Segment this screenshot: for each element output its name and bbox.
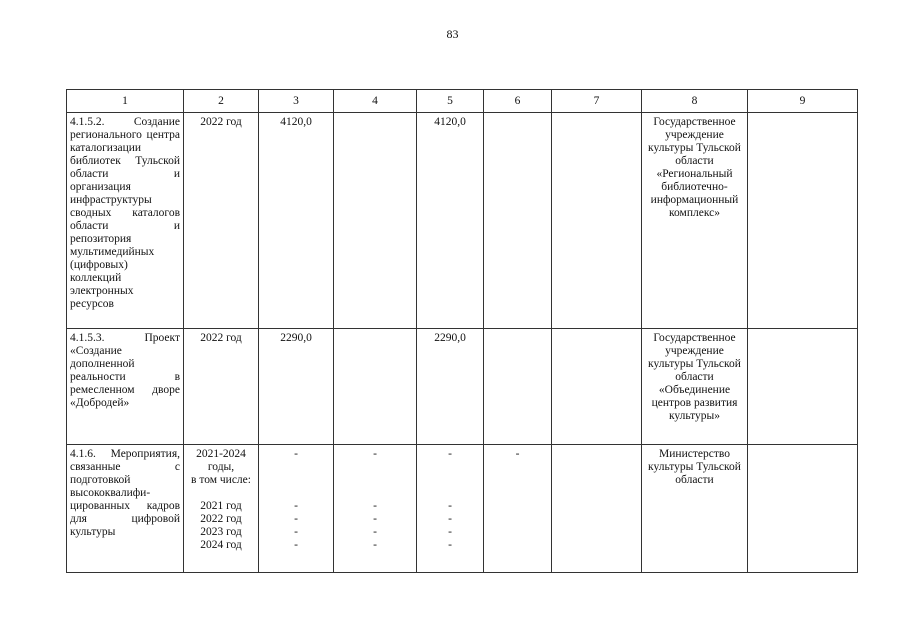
amount-total: 4120,0	[259, 113, 334, 329]
dash-value: -	[373, 513, 377, 525]
header-cell: 2	[184, 90, 259, 113]
amount-regional: 2290,0	[417, 329, 484, 445]
amount-federal	[334, 445, 417, 573]
activity-name: 4.1.6. Мероприятия, связанные с подготовкой высококвалифи-цированных кадров для цифровой культуры	[67, 445, 184, 573]
result-cell	[748, 329, 858, 445]
period-cell	[184, 445, 259, 573]
dash-value: -	[294, 539, 298, 551]
executor-cell: Государственное учреждение культуры Тульской области «Региональный библиотечно-информационный комплекс»	[642, 113, 748, 329]
year-label: 2023 год	[200, 526, 242, 538]
amount-other	[552, 329, 642, 445]
dash-value: -	[294, 500, 298, 512]
executor-cell: Государственное учреждение культуры Тульской области «Объединение центров развития культуры»	[642, 329, 748, 445]
activity-name: 4.1.5.3. Проект «Создание дополненной реальности в ремесленном дворе «Добродей»	[67, 329, 184, 445]
header-row	[67, 90, 858, 113]
period-header-line: годы,	[207, 461, 235, 473]
dash-value: -	[373, 539, 377, 551]
dash-value: -	[448, 500, 452, 512]
amount-total: 2290,0	[259, 329, 334, 445]
header-cell: 9	[748, 90, 858, 113]
dash-value: -	[515, 448, 520, 460]
dash-value: -	[373, 500, 377, 512]
amount-other	[552, 113, 642, 329]
header-cell: 7	[552, 90, 642, 113]
page-number: 83	[446, 27, 459, 41]
header-cell: 6	[484, 90, 552, 113]
table-row	[67, 113, 858, 329]
dash-value: -	[373, 448, 377, 460]
header-cell: 4	[334, 90, 417, 113]
result-cell	[748, 113, 858, 329]
year-label: 2024 год	[200, 539, 242, 551]
amount-total	[259, 445, 334, 573]
table-row	[67, 329, 858, 445]
amount-regional: 4120,0	[417, 113, 484, 329]
dash-value: -	[448, 448, 452, 460]
result-cell	[748, 445, 858, 573]
amount-local	[484, 445, 552, 573]
dash-value: -	[294, 513, 298, 525]
year-label: 2021 год	[200, 500, 242, 512]
period-cell: 2022 год	[184, 329, 259, 445]
dash-value: -	[373, 526, 377, 538]
amount-federal	[334, 113, 417, 329]
dash-value: -	[448, 526, 452, 538]
period-header-line: в том числе:	[191, 474, 251, 486]
table-row	[67, 445, 858, 573]
header-cell: 3	[259, 90, 334, 113]
amount-local	[484, 113, 552, 329]
header-cell: 1	[67, 90, 184, 113]
period-header-line: 2021-2024	[196, 448, 246, 460]
amount-regional	[417, 445, 484, 573]
year-label: 2022 год	[200, 513, 242, 525]
activity-name: 4.1.5.2. Создание регионального центра каталогизации библиотек Тульской области и организация инфраструктуры сводных каталогов области и репозитория мультимедийных (цифровых) коллекций электронных ресурсов	[67, 113, 184, 329]
period-cell: 2022 год	[184, 113, 259, 329]
dash-value: -	[448, 539, 452, 551]
dash-value: -	[448, 513, 452, 525]
executor-cell: Министерство культуры Тульской области	[642, 445, 748, 573]
amount-federal	[334, 329, 417, 445]
amount-local	[484, 329, 552, 445]
header-cell: 8	[642, 90, 748, 113]
dash-value: -	[294, 448, 298, 460]
header-cell: 5	[417, 90, 484, 113]
dash-value: -	[294, 526, 298, 538]
amount-other	[552, 445, 642, 573]
program-table	[66, 89, 858, 573]
